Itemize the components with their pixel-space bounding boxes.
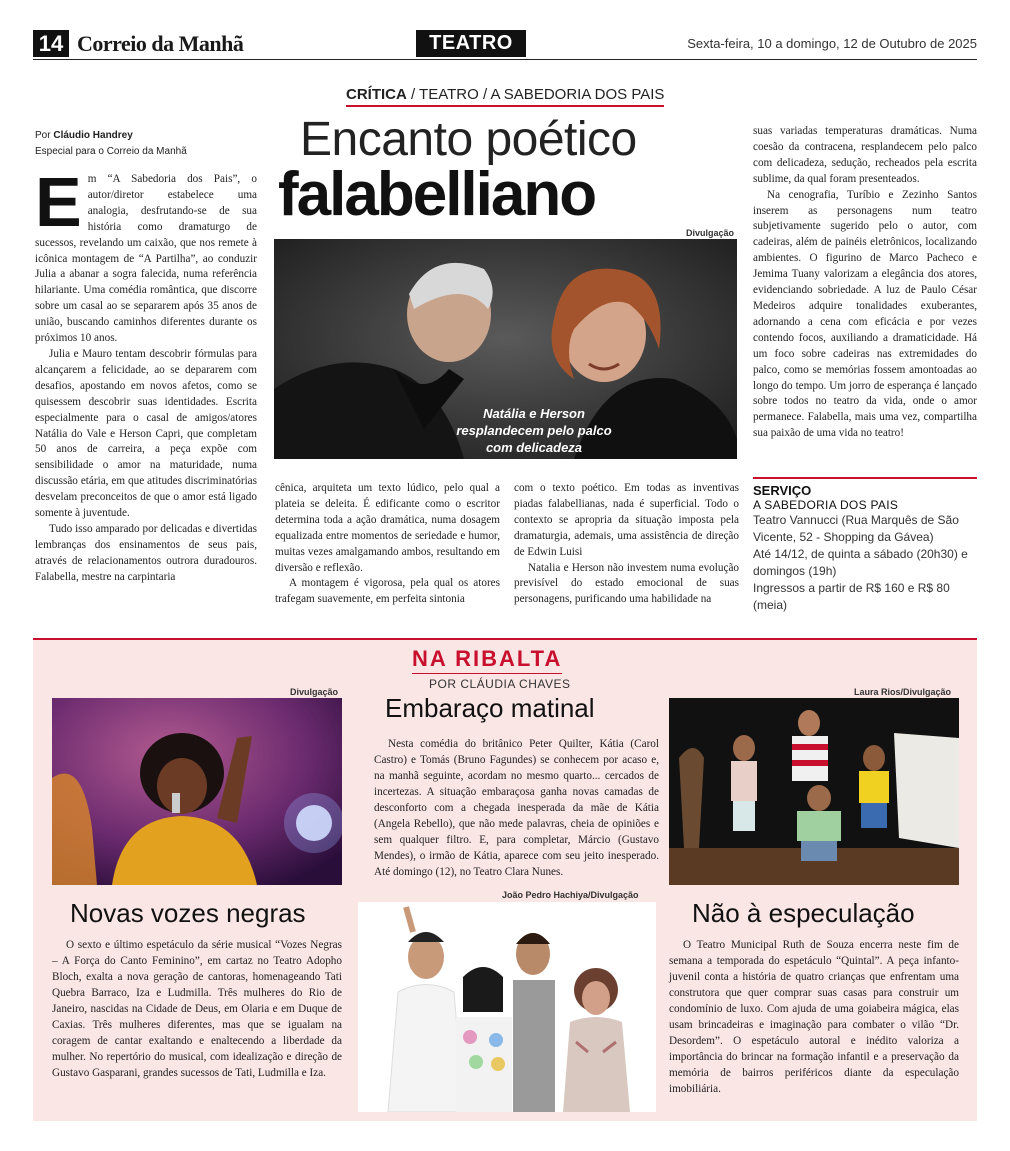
quintal-photo <box>669 698 959 885</box>
ribalta-byline: POR CLÁUDIA CHAVES <box>429 677 571 691</box>
paragraph: com o texto poético. Em todas as inventivas piadas falabellianas, nada é superficial. Todo o contexto se apropria da situação imposta pela dramaturgia, ademais, uma assistência de direção de Edwin Luisi <box>514 482 739 558</box>
paragraph: O Teatro Municipal Ruth de Souza encerra neste fim de semana a temporada do espetáculo “Quintal”. A peça infanto-juvenil conta a história de quatro crianças que enfrentam uma construtora que quer comprar suas casas para construir um condomínio de luxo. Com ajuda de uma goiabeira mágica, elas usam brincadeiras e imaginação para combater o vilão “Dr. Desordem”. O espetáculo autoral e inédito valoriza a importância do brincar na formação infantil e a preservação da memória de bairros periféricos diante da especulação imobiliária. <box>669 939 959 1095</box>
paragraph: O sexto e último espetáculo da série musical “Vozes Negras – A Força do Canto Feminino”, em cartaz no Teatro Adopho Bloch, exalta a nova geração de cantoras, homenageando Tati Quebra Barraco, Iza e Ludmilla. Três mulheres do Rio de Janeiro, nascidas na Cidade de Deus, em Olaria e em Duque de Caxias. Três mulheres diferentes, mas que se igualam na coragem de cantar exaltando e enaltecendo a liberdade da mulher. No repertório do musical, com idealização e direção de Gustavo Gasparani, grandes sucessos de Tati, Ludmilla e Iza. <box>52 939 342 1079</box>
photo-caption: Natália e Herson resplandecem pelo palco com delicadeza <box>456 406 612 455</box>
byline-author: Cláudio Handrey <box>53 130 133 141</box>
drop-cap: E <box>35 163 82 241</box>
paragraph: Na cenografia, Turíbio e Zezinho Santos inserem as personagens num teatro subjetivamente sugerido pelo o autor, com cadeiras, além de painéis eletrônicos, localizando ambientes. O figurino de Marco Pacheco e Jemima Tuany valorizam a elegância dos atores, evidenciando sobriedade. A luz de Paulo César Medeiros adquire tonalidades exuberantes, adornando a cena com eficácia e por vezes contendo focos, auxiliando a dramaticidade. Há um foco sobre cadeiras nas extremidades do palco, como se memórias fossem amontoadas ao longo do tempo. Um jorro de esperança é lançado sobre todos no teatro da vida, onde o amor permanece. Falabella, mais uma vez, compartilha sua paixão de uma vida no teatro! <box>753 188 977 440</box>
left-story-text <box>52 937 342 1081</box>
byline-prefix: Por <box>35 130 54 141</box>
cast-photo <box>358 902 656 1112</box>
kicker-category: CRÍTICA <box>346 86 407 103</box>
article-kicker <box>346 86 664 107</box>
paragraph: cênica, arquiteta um texto lúdico, pelo qual a plateia se deleita. É edificante como o escritor determina toda a ação dramática, numa dosagem equalizada entre momentos de seriedade e humor, muitas vezes amalgamando ambos, resultando em diversão e reflexão. <box>275 482 500 574</box>
byline <box>35 128 187 160</box>
page-header <box>33 30 977 60</box>
article-column-3 <box>514 481 739 608</box>
right-story-headline: Não à especulação <box>692 898 915 928</box>
right-story-text <box>669 937 959 1097</box>
service-schedule: Até 14/12, de quinta a sábado (20h30) e domingos (19h) <box>753 547 968 578</box>
article-column-4 <box>753 124 977 442</box>
service-title: SERVIÇO <box>753 483 812 498</box>
paragraph: A montagem é vigorosa, pela qual os atores trafegam suavemente, em perfeita sintonia <box>275 577 500 606</box>
paragraph: Natalia e Herson não investem numa evolução previsível do estado emocional de suas personagens, purificando uma habilidade na <box>514 561 739 606</box>
headline-line-2: falabelliano <box>278 160 596 229</box>
ribalta-section <box>33 638 977 1121</box>
service-venue: Teatro Vannucci (Rua Marquês de São Vicente, 52 - Shopping da Gávea) <box>753 513 959 544</box>
byline-role: Especial para o Correio da Manhã <box>35 146 187 157</box>
paragraph: Nesta comédia do britânico Peter Quilter, Kátia (Carol Castro) e Tomás (Bruno Fagundes) se conhecem por acaso e, na manhã seguinte, acordam no mesmo quarto... cercados de incertezas. A situação embaraçosa ganha novas camadas de desconforto com a chegada inesperada da mãe de Kátia (Angela Rebello), que não mede palavras, cheia de opiniões e sem qualquer filtro. E, para completar, Márcio (Gustavo Mendes), o irmão de Kátia, aparece com seu jeito inesperado. Até domingo (12), no Teatro Clara Nunes. <box>374 738 659 878</box>
photo-credit: Laura Rios/Divulgação <box>854 687 952 697</box>
photo-credit: Divulgação <box>686 228 735 238</box>
service-play-name: A SABEDORIA DOS PAIS <box>753 498 899 512</box>
service-tickets: Ingressos a partir de R$ 160 e R$ 80 (meia) <box>753 581 950 612</box>
service-box <box>753 477 977 614</box>
section-label: TEATRO <box>416 30 526 57</box>
page-number: 14 <box>33 30 69 57</box>
kicker-path: / TEATRO / A SABEDORIA DOS PAIS <box>406 86 665 103</box>
article-column-1 <box>35 163 257 586</box>
photo-credit: Divulgação <box>290 687 339 697</box>
center-story-text <box>374 736 659 880</box>
singer-photo <box>52 698 342 885</box>
paragraph: m “A Sabedoria dos Pais”, o autor/diretor estabelece uma analogia, desfrutando-se de sua história como dramaturgo de sucessos, revelando um caixão, que nos remete à icônica montagem de “A Partilha”, ao conduzir Julia a abanar a sogra falecida, numa referência hilariante. Uma comédia romântica, que discorre sobre um casal ao se separarem após 35 anos de união, buscando caminhos diferentes durante os próximos 10 anos. <box>35 173 257 345</box>
ribalta-title: NA RIBALTA <box>412 646 562 674</box>
center-story-headline: Embaraço matinal <box>385 693 595 723</box>
issue-date: Sexta-feira, 10 a domingo, 12 de Outubro de 2025 <box>687 36 977 51</box>
article-column-2 <box>275 481 500 608</box>
photo-credit: João Pedro Hachiya/Divulgação <box>502 890 639 900</box>
left-story-headline: Novas vozes negras <box>70 898 306 928</box>
paragraph: Tudo isso amparado por delicadas e divertidas lembranças dos ensinamentos de seus pais, através de relacionamentos outrora duradouros. Falabella, mestre na carpintaria <box>35 522 257 583</box>
paragraph: suas variadas temperaturas dramáticas. Numa coesão da contracena, resplandecem pelo palco com delicadeza, sedução, recheados pela escrita sublime, da qual foram presenteados. <box>753 125 977 185</box>
newspaper-name: Correio da Manhã <box>77 31 244 56</box>
lead-photo <box>274 239 737 459</box>
paragraph: Julia e Mauro tentam descobrir fórmulas para alcançarem a felicidade, ao se depararem com desafios, apostando em novos afetos, como se quisessem descobrir suas identidades. Escrita especialmente para o casal de amigos/atores Natália do Vale e Herson Capri, que completam 50 anos de carreira, a peça expõe com sensibilidade o amor na maturidade, numa discussão etária, em que atitudes discriminatórias desvelam preconceitos de que o amor está ligado somente à juventude. <box>35 347 257 520</box>
headline-line-1: Encanto poético <box>300 113 637 166</box>
